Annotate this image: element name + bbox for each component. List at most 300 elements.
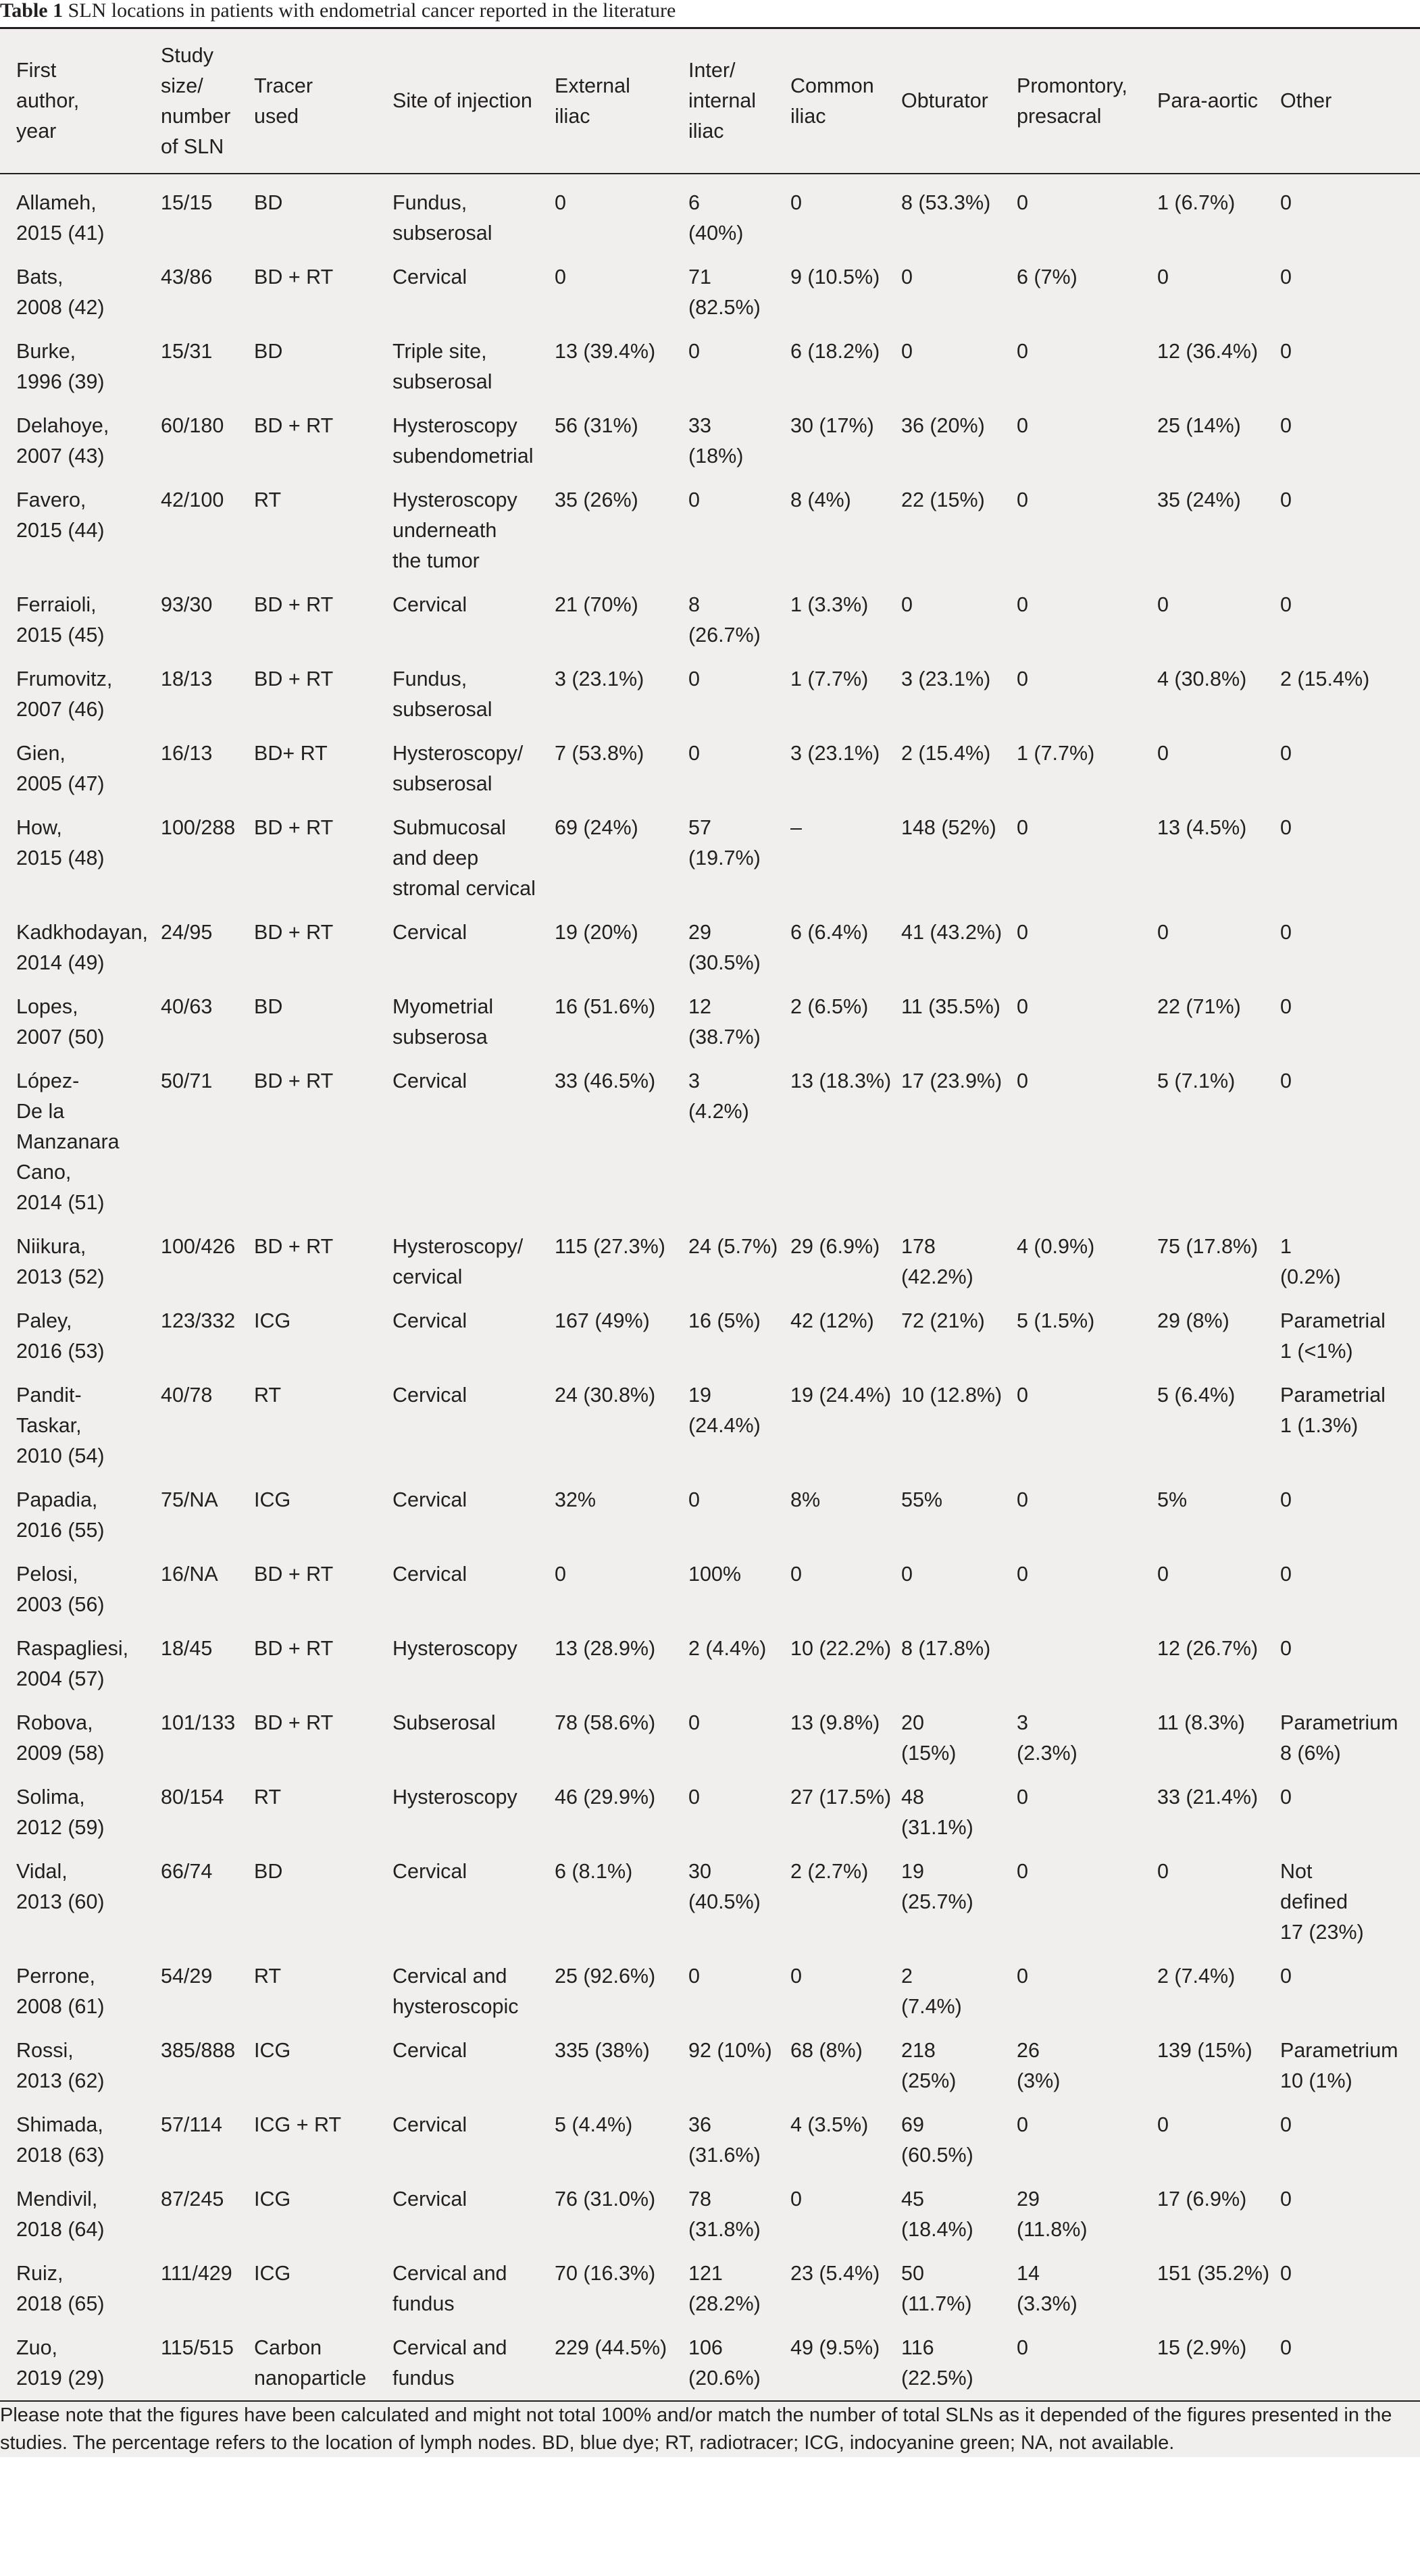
cell-tracer: ICG — [254, 2039, 291, 2062]
cell-other: 0 — [1280, 1637, 1292, 1660]
cell-promontory: 0 — [1017, 340, 1028, 363]
cell-obturator: 3 (23.1%) — [901, 667, 991, 690]
cell-study-size: 54/29 — [161, 1965, 213, 1988]
cell-other: 0 — [1280, 995, 1292, 1018]
cell-injection-site: Cervical and fundus — [392, 2262, 507, 2315]
cell-external-iliac: 24 (30.8%) — [555, 1384, 656, 1407]
cell-injection-site: Fundus, subserosal — [392, 191, 492, 245]
cell-obturator: 19 (25.7%) — [901, 1860, 973, 1913]
cell-other: 0 — [1280, 191, 1292, 214]
cell-external-iliac: 76 (31.0%) — [555, 2188, 656, 2211]
cell-para-aortic: 5% — [1157, 1488, 1188, 1511]
cell-common-iliac: 8% — [790, 1488, 821, 1511]
header-row — [0, 28, 1420, 174]
cell-tracer: BD — [254, 1860, 283, 1883]
cell-internal-iliac: 0 — [688, 1488, 700, 1511]
cell-author-year: Mendivil, 2018 (64) — [16, 2188, 105, 2241]
cell-promontory: 0 — [1017, 816, 1028, 839]
cell-injection-site: Cervical — [392, 1488, 467, 1511]
cell-tracer: BD+ RT — [254, 742, 328, 765]
cell-promontory: 3 (2.3%) — [1017, 1711, 1077, 1765]
cell-tracer: BD + RT — [254, 266, 334, 288]
cell-author-year: Solima, 2012 (59) — [16, 1786, 105, 1839]
cell-external-iliac: 229 (44.5%) — [555, 2322, 688, 2401]
cell-obturator: 0 — [901, 593, 913, 616]
cell-injection-site: Cervical — [392, 1860, 467, 1883]
table-row — [0, 1846, 1420, 1950]
cell-internal-iliac: 0 — [688, 742, 700, 765]
cell-injection-site: Hysteroscopy — [392, 1786, 517, 1809]
cell-tracer: RT — [254, 1965, 282, 1988]
cell-para-aortic: 29 (8%) — [1157, 1309, 1229, 1332]
table-row — [0, 2025, 1420, 2099]
cell-author-year: Frumovitz, 2007 (46) — [16, 667, 113, 721]
cell-study-size: 43/86 — [161, 266, 213, 288]
cell-study-size: 15/15 — [161, 191, 213, 214]
cell-external-iliac: 0 — [555, 1563, 566, 1586]
cell-promontory: 0 — [1017, 1563, 1028, 1586]
cell-tracer: BD — [254, 191, 283, 214]
cell-obturator: 116 (22.5%) — [901, 2322, 1017, 2401]
cell-internal-iliac: 30 (40.5%) — [688, 1860, 761, 1913]
cell-external-iliac: 56 (31%) — [555, 414, 638, 437]
cell-injection-site: Cervical — [392, 1309, 467, 1332]
cell-tracer: BD + RT — [254, 1637, 334, 1660]
cell-external-iliac: 46 (29.9%) — [555, 1786, 656, 1809]
cell-external-iliac: 70 (16.3%) — [555, 2262, 656, 2285]
column-header-para-aortic: Para-aortic — [1157, 28, 1280, 174]
cell-internal-iliac: 16 (5%) — [688, 1309, 761, 1332]
cell-internal-iliac: 57 (19.7%) — [688, 816, 761, 869]
cell-author-year: Robova, 2009 (58) — [16, 1711, 105, 1765]
cell-author-year: Bats, 2008 (42) — [16, 266, 105, 319]
cell-internal-iliac: 92 (10%) — [688, 2039, 772, 2062]
cell-para-aortic: 0 — [1157, 742, 1169, 765]
table-row — [0, 2099, 1420, 2173]
cell-injection-site: Submucosal and deep stromal cervical — [392, 816, 536, 900]
cell-external-iliac: 19 (20%) — [555, 921, 638, 944]
cell-common-iliac: 49 (9.5%) — [790, 2322, 901, 2401]
cell-external-iliac: 69 (24%) — [555, 816, 638, 839]
table-panel — [0, 27, 1420, 2457]
cell-promontory: 29 (11.8%) — [1017, 2188, 1088, 2241]
cell-internal-iliac: 121 (28.2%) — [688, 2262, 761, 2315]
cell-internal-iliac: 24 (5.7%) — [688, 1235, 778, 1258]
cell-obturator: 10 (12.8%) — [901, 1384, 1003, 1407]
cell-obturator: 45 (18.4%) — [901, 2188, 973, 2241]
cell-tracer: ICG — [254, 1488, 291, 1511]
cell-promontory: 0 — [1017, 1860, 1028, 1883]
cell-para-aortic: 11 (8.3%) — [1157, 1711, 1245, 1734]
cell-promontory — [1017, 1623, 1157, 1697]
cell-promontory: 0 — [1017, 1786, 1028, 1809]
cell-common-iliac: 68 (8%) — [790, 2039, 863, 2062]
cell-author-year: How, 2015 (48) — [16, 816, 105, 869]
cell-other: 0 — [1280, 1069, 1292, 1092]
cell-author-year: Ferraioli, 2015 (45) — [16, 593, 105, 647]
cell-author-year: Kadkhodayan, 2014 (49) — [16, 921, 149, 974]
cell-study-size: 40/78 — [161, 1384, 213, 1407]
cell-para-aortic: 139 (15%) — [1157, 2039, 1252, 2062]
cell-study-size: 385/888 — [161, 2039, 236, 2062]
cell-para-aortic: 151 (35.2%) — [1157, 2262, 1270, 2285]
table-row — [0, 981, 1420, 1055]
cell-common-iliac: – — [790, 816, 802, 839]
cell-para-aortic: 0 — [1157, 266, 1169, 288]
cell-para-aortic: 0 — [1157, 593, 1169, 616]
cell-obturator: 178 (42.2%) — [901, 1235, 973, 1288]
column-header-other: Other — [1280, 28, 1420, 174]
cell-obturator: 36 (20%) — [901, 414, 985, 437]
cell-obturator: 2 (7.4%) — [901, 1965, 962, 2018]
cell-external-iliac: 78 (58.6%) — [555, 1711, 656, 1734]
cell-author-year: Gien, 2005 (47) — [16, 742, 105, 795]
cell-other: 2 (15.4%) — [1280, 667, 1370, 690]
cell-promontory: 0 — [1017, 2322, 1157, 2401]
cell-tracer: ICG — [254, 2262, 291, 2285]
cell-obturator: 69 (60.5%) — [901, 2113, 973, 2167]
table-row — [0, 728, 1420, 802]
cell-internal-iliac: 36 (31.6%) — [688, 2113, 761, 2167]
cell-tracer: ICG — [254, 2188, 291, 2211]
cell-promontory: 0 — [1017, 995, 1028, 1018]
cell-other: 0 — [1280, 1786, 1292, 1809]
cell-injection-site: Cervical — [392, 2039, 467, 2062]
cell-other: Parametrial 1 (1.3%) — [1280, 1384, 1386, 1437]
cell-internal-iliac: 0 — [688, 488, 700, 511]
cell-injection-site: Cervical — [392, 1563, 467, 1586]
cell-common-iliac: 0 — [790, 1563, 802, 1586]
table-row — [0, 174, 1420, 251]
cell-other: 0 — [1280, 414, 1292, 437]
cell-para-aortic: 4 (30.8%) — [1157, 667, 1247, 690]
cell-other: Parametrium 8 (6%) — [1280, 1711, 1398, 1765]
table-row — [0, 400, 1420, 474]
cell-promontory: 0 — [1017, 1069, 1028, 1092]
cell-para-aortic: 2 (7.4%) — [1157, 1965, 1236, 1988]
cell-common-iliac: 23 (5.4%) — [790, 2262, 880, 2285]
cell-study-size: 100/288 — [161, 816, 236, 839]
table-caption-text: SLN locations in patients with endometrial cancer reported in the literature — [68, 0, 676, 22]
cell-study-size: 115/515 — [161, 2322, 254, 2401]
cell-author-year: Niikura, 2013 (52) — [16, 1235, 105, 1288]
cell-tracer: Carbon nanoparticle — [254, 2322, 392, 2401]
cell-para-aortic: 0 — [1157, 1563, 1169, 1586]
cell-promontory: 0 — [1017, 414, 1028, 437]
cell-external-iliac: 7 (53.8%) — [555, 742, 644, 765]
table-caption-label: Table 1 — [0, 0, 64, 22]
table-row — [0, 474, 1420, 579]
cell-tracer: ICG + RT — [254, 2113, 342, 2136]
cell-common-iliac: 0 — [790, 1965, 802, 1988]
table-row — [0, 2173, 1420, 2248]
cell-study-size: 16/13 — [161, 742, 213, 765]
table-row — [0, 1295, 1420, 1369]
cell-internal-iliac: 12 (38.7%) — [688, 995, 761, 1049]
cell-other: 0 — [1280, 921, 1292, 944]
cell-other: 0 — [1280, 488, 1292, 511]
table-row — [0, 802, 1420, 907]
cell-internal-iliac: 2 (4.4%) — [688, 1637, 767, 1660]
cell-tracer: BD + RT — [254, 1563, 334, 1586]
cell-promontory: 0 — [1017, 2113, 1028, 2136]
cell-common-iliac: 10 (22.2%) — [790, 1637, 892, 1660]
cell-common-iliac: 13 (18.3%) — [790, 1069, 892, 1092]
cell-obturator: 8 (53.3%) — [901, 191, 991, 214]
cell-study-size: 16/NA — [161, 1563, 218, 1586]
cell-common-iliac: 13 (9.8%) — [790, 1711, 880, 1734]
cell-internal-iliac: 0 — [688, 1786, 700, 1809]
cell-para-aortic: 35 (24%) — [1157, 488, 1241, 511]
cell-promontory: 26 (3%) — [1017, 2039, 1061, 2092]
cell-common-iliac: 0 — [790, 2188, 802, 2211]
cell-promontory: 0 — [1017, 1488, 1028, 1511]
cell-study-size: 42/100 — [161, 488, 224, 511]
cell-injection-site: Hysteroscopy/ cervical — [392, 1235, 524, 1288]
cell-author-year: Favero, 2015 (44) — [16, 488, 105, 542]
cell-study-size: 18/45 — [161, 1637, 213, 1660]
cell-external-iliac: 25 (92.6%) — [555, 1965, 656, 1988]
cell-obturator: 72 (21%) — [901, 1309, 985, 1332]
table-row — [0, 579, 1420, 653]
cell-tracer: RT — [254, 488, 282, 511]
cell-internal-iliac: 0 — [688, 1711, 700, 1734]
cell-promontory: 14 (3.3%) — [1017, 2262, 1077, 2315]
cell-common-iliac: 42 (12%) — [790, 1309, 874, 1332]
cell-obturator: 41 (43.2%) — [901, 921, 1003, 944]
cell-study-size: 50/71 — [161, 1069, 213, 1092]
cell-tracer: BD + RT — [254, 593, 334, 616]
cell-study-size: 15/31 — [161, 340, 213, 363]
cell-injection-site: Cervical and hysteroscopic — [392, 1965, 519, 2018]
cell-internal-iliac: 33 (18%) — [688, 414, 744, 468]
cell-external-iliac: 16 (51.6%) — [555, 995, 656, 1018]
cell-injection-site: Subserosal — [392, 1711, 496, 1734]
cell-promontory: 6 (7%) — [1017, 266, 1077, 288]
column-header-common-iliac: Common iliac — [790, 28, 901, 174]
cell-obturator: 50 (11.7%) — [901, 2262, 972, 2315]
cell-para-aortic: 0 — [1157, 2113, 1169, 2136]
cell-para-aortic: 75 (17.8%) — [1157, 1235, 1259, 1258]
cell-other: 0 — [1280, 266, 1292, 288]
cell-external-iliac: 167 (49%) — [555, 1309, 650, 1332]
cell-common-iliac: 2 (2.7%) — [790, 1860, 869, 1883]
cell-other: 0 — [1280, 742, 1292, 765]
cell-injection-site: Cervical — [392, 593, 467, 616]
cell-external-iliac: 3 (23.1%) — [555, 667, 644, 690]
cell-study-size: 75/NA — [161, 1488, 218, 1511]
cell-study-size: 60/180 — [161, 414, 224, 437]
cell-study-size: 57/114 — [161, 2113, 223, 2136]
cell-author-year: Shimada, 2018 (63) — [16, 2113, 105, 2167]
cell-obturator: 0 — [901, 340, 913, 363]
cell-promontory: 0 — [1017, 1384, 1028, 1407]
cell-para-aortic: 1 (6.7%) — [1157, 191, 1236, 214]
cell-obturator: 17 (23.9%) — [901, 1069, 1003, 1092]
table-row — [0, 1771, 1420, 1846]
cell-obturator: 55% — [901, 1488, 943, 1511]
cell-tracer: RT — [254, 1384, 282, 1407]
column-header-promontory: Promontory, presacral — [1017, 28, 1157, 174]
table-row — [0, 653, 1420, 728]
column-header-internal-iliac: Inter/ internal iliac — [688, 28, 790, 174]
cell-internal-iliac: 106 (20.6%) — [688, 2322, 790, 2401]
cell-author-year: Rossi, 2013 (62) — [16, 2039, 105, 2092]
cell-other: 0 — [1280, 593, 1292, 616]
cell-external-iliac: 5 (4.4%) — [555, 2113, 633, 2136]
table-row — [0, 1697, 1420, 1771]
cell-author-year: Paley, 2016 (53) — [16, 1309, 105, 1363]
cell-common-iliac: 3 (23.1%) — [790, 742, 880, 765]
cell-external-iliac: 115 (27.3%) — [555, 1235, 665, 1258]
cell-obturator: 48 (31.1%) — [901, 1786, 973, 1839]
cell-obturator: 148 (52%) — [901, 816, 996, 839]
cell-obturator: 11 (35.5%) — [901, 995, 1000, 1018]
cell-study-size: 18/13 — [161, 667, 213, 690]
cell-injection-site: Cervical — [392, 1384, 467, 1407]
cell-common-iliac: 1 (3.3%) — [790, 593, 869, 616]
column-header-author-year: First author, year — [0, 28, 161, 174]
footnote-row — [0, 2401, 1420, 2457]
cell-external-iliac: 33 (46.5%) — [555, 1069, 656, 1092]
table-row — [0, 326, 1420, 400]
cell-para-aortic: 0 — [1157, 921, 1169, 944]
table-row — [0, 2248, 1420, 2322]
cell-author-year: Vidal, 2013 (60) — [16, 1860, 105, 1913]
table-row — [0, 1369, 1420, 1474]
cell-other: 0 — [1280, 1965, 1292, 1988]
cell-para-aortic: 13 (4.5%) — [1157, 816, 1247, 839]
cell-para-aortic: 17 (6.9%) — [1157, 2188, 1247, 2211]
cell-author-year: Perrone, 2008 (61) — [16, 1965, 105, 2018]
cell-tracer: ICG — [254, 1309, 291, 1332]
cell-external-iliac: 21 (70%) — [555, 593, 638, 616]
cell-injection-site: Hysteroscopy subendometrial — [392, 414, 534, 468]
cell-other: Not defined 17 (23%) — [1280, 1860, 1364, 1944]
cell-promontory: 4 (0.9%) — [1017, 1235, 1095, 1258]
cell-obturator: 2 (15.4%) — [901, 742, 991, 765]
cell-injection-site: Cervical — [392, 1069, 467, 1092]
table-row — [0, 1548, 1420, 1623]
cell-promontory: 0 — [1017, 488, 1028, 511]
cell-common-iliac: 6 (6.4%) — [790, 921, 869, 944]
cell-promontory: 0 — [1017, 1965, 1028, 1988]
cell-external-iliac: 335 (38%) — [555, 2039, 650, 2062]
cell-para-aortic: 0 — [1157, 1860, 1169, 1883]
table-caption — [0, 0, 676, 27]
column-header-study-size: Study size/ number of SLN — [161, 28, 254, 174]
cell-common-iliac: 19 (24.4%) — [790, 1384, 892, 1407]
cell-promontory: 0 — [1017, 593, 1028, 616]
cell-common-iliac: 8 (4%) — [790, 488, 851, 511]
cell-obturator: 0 — [901, 1563, 913, 1586]
cell-common-iliac: 27 (17.5%) — [790, 1786, 892, 1809]
cell-para-aortic: 5 (7.1%) — [1157, 1069, 1236, 1092]
cell-obturator: 218 (25%) — [901, 2039, 957, 2092]
cell-other: Parametrium 10 (1%) — [1280, 2039, 1398, 2092]
cell-internal-iliac: 0 — [688, 1965, 700, 1988]
column-header-injection-site: Site of injection — [392, 28, 555, 174]
cell-internal-iliac: 29 (30.5%) — [688, 921, 761, 974]
cell-external-iliac: 0 — [555, 191, 566, 214]
cell-internal-iliac: 100% — [688, 1563, 742, 1586]
cell-study-size: 123/332 — [161, 1309, 236, 1332]
cell-author-year: Burke, 1996 (39) — [16, 340, 105, 393]
cell-study-size: 87/245 — [161, 2188, 224, 2211]
cell-injection-site: Triple site, subserosal — [392, 340, 492, 393]
cell-common-iliac: 29 (6.9%) — [790, 1235, 880, 1258]
cell-tracer: BD + RT — [254, 1235, 334, 1258]
cell-study-size: 66/74 — [161, 1860, 213, 1883]
cell-tracer: BD + RT — [254, 816, 334, 839]
table-row — [0, 1950, 1420, 2025]
cell-author-year: López- De la Manzanara Cano, 2014 (51) — [16, 1069, 120, 1214]
cell-common-iliac: 30 (17%) — [790, 414, 874, 437]
cell-study-size: 24/95 — [161, 921, 213, 944]
cell-author-year: Pelosi, 2003 (56) — [16, 1563, 105, 1616]
cell-other: 1 (0.2%) — [1280, 1235, 1341, 1288]
cell-internal-iliac: 71 (82.5%) — [688, 266, 761, 319]
cell-tracer: RT — [254, 1786, 282, 1809]
cell-promontory: 5 (1.5%) — [1017, 1309, 1095, 1332]
cell-injection-site: Myometrial subserosa — [392, 995, 494, 1049]
column-header-external-iliac: External iliac — [555, 28, 688, 174]
cell-promontory: 0 — [1017, 191, 1028, 214]
table-row — [0, 1623, 1420, 1697]
cell-obturator: 8 (17.8%) — [901, 1637, 991, 1660]
column-header-obturator: Obturator — [901, 28, 1017, 174]
cell-external-iliac: 35 (26%) — [555, 488, 638, 511]
cell-study-size: 80/154 — [161, 1786, 224, 1809]
cell-external-iliac: 13 (39.4%) — [555, 340, 656, 363]
cell-external-iliac: 0 — [555, 266, 566, 288]
cell-common-iliac: 4 (3.5%) — [790, 2113, 869, 2136]
cell-author-year: Papadia, 2016 (55) — [16, 1488, 105, 1542]
cell-tracer: BD + RT — [254, 1711, 334, 1734]
cell-injection-site: Cervical and fundus — [392, 2322, 555, 2401]
cell-injection-site: Hysteroscopy — [392, 1637, 517, 1660]
cell-internal-iliac: 19 (24.4%) — [688, 1384, 761, 1437]
cell-injection-site: Cervical — [392, 266, 467, 288]
cell-tracer: BD — [254, 340, 283, 363]
cell-study-size: 100/426 — [161, 1235, 236, 1258]
cell-para-aortic: 33 (21.4%) — [1157, 1786, 1259, 1809]
cell-internal-iliac: 0 — [688, 340, 700, 363]
cell-para-aortic: 5 (6.4%) — [1157, 1384, 1236, 1407]
cell-para-aortic: 22 (71%) — [1157, 995, 1241, 1018]
cell-other: 0 — [1280, 340, 1292, 363]
table-row — [0, 1474, 1420, 1548]
table-row — [0, 2322, 1420, 2401]
cell-internal-iliac: 3 (4.2%) — [688, 1069, 749, 1123]
cell-external-iliac: 6 (8.1%) — [555, 1860, 633, 1883]
cell-other: 0 — [1280, 2262, 1292, 2285]
cell-para-aortic: 25 (14%) — [1157, 414, 1241, 437]
table-header — [0, 28, 1420, 174]
cell-other: Parametrial 1 (<1%) — [1280, 1309, 1386, 1363]
cell-other: 0 — [1280, 1563, 1292, 1586]
cell-obturator: 0 — [901, 266, 913, 288]
cell-para-aortic: 12 (26.7%) — [1157, 1637, 1259, 1660]
cell-author-year: Raspagliesi, 2004 (57) — [16, 1637, 129, 1690]
cell-other: 0 — [1280, 2188, 1292, 2211]
cell-internal-iliac: 8 (26.7%) — [688, 593, 761, 647]
table-body — [0, 174, 1420, 2401]
cell-injection-site: Cervical — [392, 2113, 467, 2136]
cell-external-iliac: 32% — [555, 1488, 597, 1511]
sln-locations-table — [0, 27, 1420, 2457]
table-row — [0, 1221, 1420, 1295]
